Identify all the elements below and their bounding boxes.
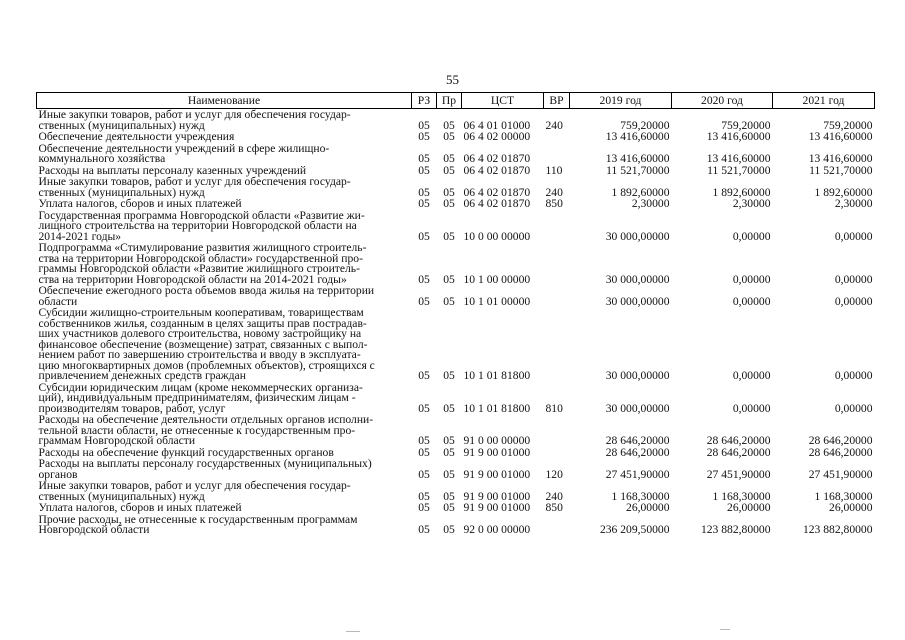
cell-2019: 13 416,60000 (605, 152, 670, 165)
cell-vr (544, 307, 570, 382)
name-line: ших участников долевого строительства, новому застройщику на (38, 327, 362, 340)
cell-2019: 30 000,00000 (605, 401, 670, 415)
cell-2021: 13 416,60000 (808, 152, 873, 165)
cell-rz: 05 (418, 152, 430, 165)
name-line: ственных (муниципальных) нужд (38, 185, 205, 199)
cell-cst: 10 1 01 00000 (463, 294, 531, 308)
cell-pr: 05 (443, 369, 455, 382)
cell-vr: 120 (545, 467, 563, 481)
cell-pr: 05 (443, 163, 455, 177)
name-line: Субсидии юридическим лицам (кроме некоммерческих организа- (38, 380, 363, 394)
column-header-rz: РЗ (412, 93, 437, 109)
cell-2021: 0,00000 (834, 229, 873, 243)
cell-2020: 13 416,60000 (706, 130, 771, 143)
cell-2020: 0,00000 (732, 369, 771, 382)
name-line: собственников жилья, созданным в целях защиты прав пострадав- (38, 316, 367, 330)
cell-pr: 05 (443, 445, 455, 459)
name-line: привлечением денежных средств граждан (38, 369, 246, 382)
cell-2019: 13 416,60000 (605, 130, 670, 143)
cell-name (37, 502, 412, 514)
table-row (37, 414, 875, 447)
cell-vr (544, 447, 570, 459)
table-row (37, 514, 875, 536)
cell-2021: 27 451,90000 (808, 467, 873, 481)
cell-2021: 0,00000 (834, 294, 873, 308)
table-row (37, 502, 875, 514)
cell-2020: 26,00000 (727, 501, 771, 514)
name-line: Государственная программа Новгородской области «Развитие жи- (38, 208, 365, 222)
cell-cst: 91 9 00 01000 (463, 467, 531, 481)
cell-rz: 05 (418, 445, 430, 459)
cell-pr: 05 (443, 401, 455, 415)
cell-2019: 2,30000 (631, 197, 670, 210)
cell-2021: 759,20000 (823, 118, 873, 132)
cell-name (37, 382, 412, 415)
cell-2019: 759,20000 (620, 118, 670, 132)
scan-mark (720, 629, 730, 630)
cell-cst: 91 9 00 01000 (463, 445, 531, 459)
name-line: Расходы на обеспечение функций государственных органов (38, 445, 334, 459)
name-line: Обеспечение ежегодного роста объемов ввода жилья на территории (38, 284, 375, 297)
name-line: граммам Новгородской области (38, 434, 196, 447)
cell-vr: 850 (545, 501, 563, 514)
name-line: тельной власти области, не отнесенные к государственным про- (38, 423, 356, 437)
name-line: финансовое обеспечение (возмещение) затрат, связанных с выпол- (38, 337, 368, 351)
name-line: ственных (муниципальных) нужд (38, 118, 205, 132)
cell-2020: 1 892,60000 (712, 185, 771, 199)
cell-pr: 05 (443, 467, 455, 481)
cell-pr: 05 (443, 118, 455, 132)
cell-rz: 05 (418, 467, 430, 481)
name-line: Подпрограмма «Стимулирование развития жилищного строитель- (38, 241, 367, 254)
cell-rz: 05 (418, 185, 430, 199)
cell-name (37, 514, 412, 536)
cell-pr: 05 (443, 152, 455, 165)
cell-2020: 759,20000 (721, 118, 771, 132)
cell-vr: 240 (545, 185, 563, 199)
column-header-vr: ВР (544, 93, 570, 109)
name-line: органов (38, 467, 78, 481)
cell-name (37, 480, 412, 502)
cell-cst: 10 1 01 81800 (463, 369, 531, 382)
name-line: Иные закупки товаров, работ и услуг для обеспечения государ- (38, 108, 351, 121)
cell-2021: 11 521,70000 (809, 163, 873, 177)
cell-cst: 91 9 00 01000 (463, 489, 531, 503)
cell-pr: 05 (443, 489, 455, 503)
table-row (37, 242, 875, 285)
cell-rz: 05 (418, 272, 430, 286)
cell-2021: 26,00000 (829, 501, 873, 514)
cell-cst: 06 4 02 01870 (463, 152, 531, 165)
name-line: Обеспечение деятельности учреждений в сфере жилищно- (38, 141, 330, 155)
cell-cst: 06 4 02 01870 (463, 185, 531, 199)
cell-cst: 06 4 01 01000 (463, 118, 531, 132)
name-line: коммунального хозяйства (38, 152, 166, 165)
cell-rz: 05 (418, 501, 430, 514)
name-line: области (38, 294, 78, 308)
cell-cst: 10 0 00 00000 (463, 229, 531, 243)
cell-rz: 05 (418, 489, 430, 503)
cell-2020: 13 416,60000 (706, 152, 771, 165)
cell-2020: 28 646,20000 (706, 434, 771, 447)
cell-name (37, 242, 412, 285)
name-line: лищного строительства на территории Новгородской области на (38, 219, 357, 232)
cell-rz: 05 (418, 130, 430, 143)
cell-vr (544, 242, 570, 285)
cell-2019: 1 168,30000 (611, 489, 670, 503)
table-row (37, 382, 875, 415)
cell-name (37, 307, 412, 382)
cell-rz: 05 (418, 229, 430, 243)
cell-cst: 91 9 00 01000 (463, 501, 531, 514)
cell-rz: 05 (418, 294, 430, 308)
cell-cst: 92 0 00 00000 (463, 523, 531, 536)
cell-2020: 1 168,30000 (712, 489, 771, 503)
cell-pr: 05 (443, 272, 455, 286)
name-line: ций), индивидуальным предпринимателям, физическим лицам - (38, 391, 356, 404)
cell-vr (544, 143, 570, 165)
cell-2021: 1 892,60000 (814, 185, 873, 199)
cell-2019: 30 000,00000 (605, 294, 670, 308)
table-row (37, 198, 875, 210)
cell-name (37, 109, 412, 132)
column-header-pr: Пр (437, 93, 462, 109)
cell-2021: 0,00000 (834, 401, 873, 415)
name-line: Иные закупки товаров, работ и услуг для обеспечения государ- (38, 479, 351, 492)
cell-2020: 2,30000 (732, 197, 771, 210)
scan-mark (346, 631, 360, 632)
cell-2019: 26,00000 (626, 501, 670, 514)
name-line: Уплата налогов, сборов и иных платежей (38, 501, 242, 514)
cell-cst: 10 1 01 81800 (463, 401, 531, 415)
cell-name (37, 285, 412, 307)
cell-2019: 28 646,20000 (605, 445, 670, 459)
cell-2021: 28 646,20000 (808, 434, 873, 447)
name-line: ства на территории Новгородской области» государственной про- (38, 251, 363, 265)
table-row (37, 131, 875, 143)
column-header-name: Наименование (37, 93, 412, 109)
name-line: Расходы на выплаты персоналу государственных (муниципальных) (38, 457, 372, 470)
cell-rz: 05 (418, 434, 430, 447)
cell-pr: 05 (443, 501, 455, 514)
name-line: ства на территории Новгородской области на 2014-2021 годы» (38, 272, 347, 286)
cell-pr: 05 (443, 523, 455, 536)
name-line: ственных (муниципальных) нужд (38, 489, 205, 503)
cell-2019: 28 646,20000 (605, 434, 670, 447)
cell-rz: 05 (418, 197, 430, 210)
cell-2019: 1 892,60000 (611, 185, 670, 199)
cell-name (37, 131, 412, 143)
cell-vr: 110 (545, 163, 563, 177)
cell-name (37, 414, 412, 447)
cell-vr: 850 (545, 197, 563, 210)
name-line: Субсидии жилищно-строительным кооперативам, товариществам (38, 306, 364, 319)
table-row (37, 176, 875, 198)
cell-name (37, 176, 412, 198)
name-line: 2014-2021 годы» (38, 229, 122, 243)
cell-pr: 05 (443, 294, 455, 308)
cell-name (37, 458, 412, 480)
budget-table (36, 92, 875, 536)
name-line: Новгородской области (38, 523, 150, 536)
table-row (37, 285, 875, 307)
cell-cst: 91 0 00 00000 (463, 434, 531, 447)
cell-cst: 06 4 02 01870 (463, 197, 531, 210)
name-line: Расходы на выплаты персоналу казенных учреждений (38, 163, 307, 177)
cell-2019: 30 000,00000 (605, 229, 670, 243)
name-line: Прочие расходы, не отнесенные к государственным программам (38, 512, 358, 526)
cell-2020: 123 882,80000 (700, 523, 771, 536)
cell-2021: 13 416,60000 (808, 130, 873, 143)
cell-name (37, 210, 412, 243)
cell-2019: 27 451,90000 (605, 467, 670, 481)
cell-rz: 05 (418, 523, 430, 536)
cell-vr (544, 414, 570, 447)
cell-2020: 11 521,70000 (707, 163, 771, 177)
cell-2020: 28 646,20000 (706, 445, 771, 459)
cell-pr: 05 (443, 130, 455, 143)
cell-cst: 06 4 02 00000 (463, 130, 531, 143)
cell-vr (544, 285, 570, 307)
cell-pr: 05 (443, 229, 455, 243)
cell-vr (544, 210, 570, 243)
column-header-2020: 2020 год (672, 93, 773, 109)
cell-2021: 0,00000 (834, 272, 873, 286)
cell-2019: 11 521,70000 (606, 163, 670, 177)
cell-2021: 0,00000 (834, 369, 873, 382)
cell-rz: 05 (418, 163, 430, 177)
name-line: нением работ по завершению строительства и вводу в эксплуата- (38, 348, 361, 361)
cell-rz: 05 (418, 118, 430, 132)
cell-rz: 05 (418, 401, 430, 415)
cell-pr: 05 (443, 434, 455, 447)
page-number: 55 (446, 72, 459, 87)
name-line: Иные закупки товаров, работ и услуг для обеспечения государ- (38, 175, 351, 188)
cell-2021: 123 882,80000 (802, 523, 873, 536)
cell-2020: 27 451,90000 (706, 467, 771, 481)
table-header-row (37, 93, 875, 109)
name-line: граммы Новгородской области «Развитие жилищного строитель- (38, 262, 360, 275)
cell-2021: 28 646,20000 (808, 445, 873, 459)
cell-name (37, 143, 412, 165)
table-row (37, 109, 875, 132)
cell-2021: 1 168,30000 (814, 489, 873, 503)
cell-2019: 30 000,00000 (605, 369, 670, 382)
cell-pr: 05 (443, 185, 455, 199)
table-body (37, 109, 875, 536)
table-row (37, 210, 875, 243)
cell-2020: 0,00000 (732, 401, 771, 415)
cell-2020: 0,00000 (732, 294, 771, 308)
cell-2019: 30 000,00000 (605, 272, 670, 286)
column-header-cst: ЦСТ (462, 93, 544, 109)
name-line: Расходы на обеспечение деятельности отдельных органов исполни- (38, 413, 374, 426)
cell-vr: 810 (545, 401, 563, 415)
cell-2021: 2,30000 (834, 197, 873, 210)
name-line: Уплата налогов, сборов и иных платежей (38, 197, 242, 210)
cell-pr: 05 (443, 197, 455, 210)
table-row (37, 143, 875, 165)
cell-cst: 06 4 02 01870 (463, 163, 531, 177)
cell-name (37, 198, 412, 210)
table-row (37, 307, 875, 382)
cell-2020: 0,00000 (732, 272, 771, 286)
name-line: производителям товаров, работ, услуг (38, 401, 226, 415)
cell-cst: 10 1 00 00000 (463, 272, 531, 286)
column-header-2019: 2019 год (570, 93, 672, 109)
cell-vr (544, 514, 570, 536)
cell-rz: 05 (418, 369, 430, 382)
cell-vr: 240 (545, 489, 563, 503)
name-line: цию многоквартирных домов (проблемных объектов), строящихся с (38, 358, 375, 372)
cell-vr: 240 (545, 118, 563, 132)
cell-2019: 236 209,50000 (599, 523, 670, 536)
cell-vr (544, 131, 570, 143)
cell-2020: 0,00000 (732, 229, 771, 243)
name-line: Обеспечение деятельности учреждения (38, 130, 235, 143)
table-row (37, 458, 875, 480)
column-header-2021: 2021 год (773, 93, 875, 109)
table-row (37, 480, 875, 502)
